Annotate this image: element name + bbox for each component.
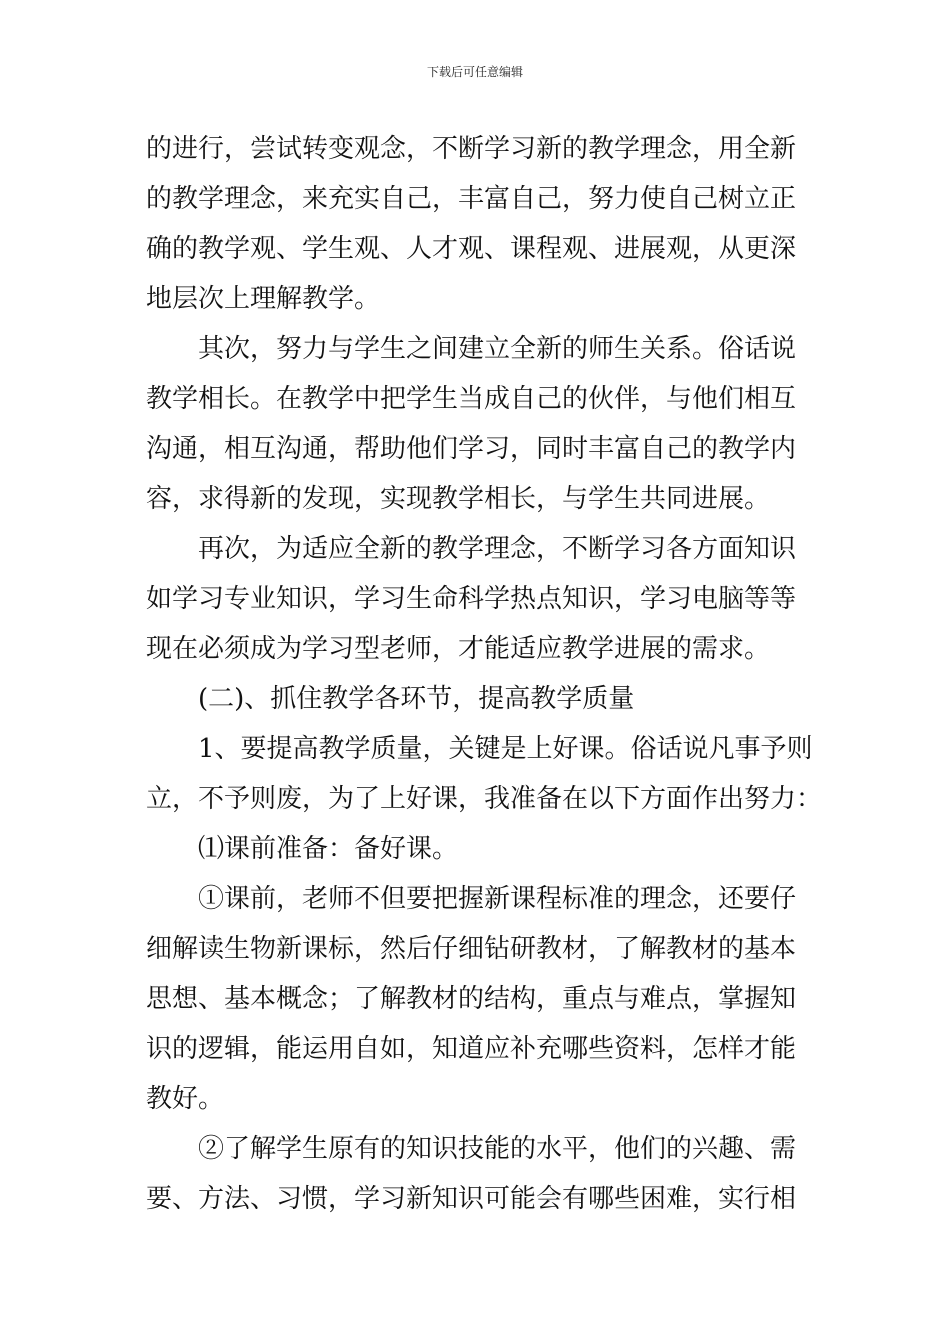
- paragraph-5: [146, 874, 806, 1124]
- text-line: 的教学理念，来充实自己，丰富自己，努力使自己树立正: [146, 184, 797, 214]
- text-line: ②了解学生原有的知识技能的水平，他们的兴趣、需: [198, 1134, 797, 1164]
- page-header: 下载后可任意编辑: [426, 65, 523, 79]
- document-body: [146, 124, 823, 1224]
- text-line: 思想、基本概念；了解教材的结构，重点与难点，掌握知: [146, 984, 797, 1014]
- text-line: 容，求得新的发现，实现教学相长，与学生共同进展。: [146, 484, 771, 514]
- text-line: 其次，努力与学生之间建立全新的师生关系。俗话说: [198, 334, 797, 364]
- section-heading: [146, 674, 806, 724]
- paragraph-2: [146, 324, 806, 524]
- text-line: ⑴课前准备：备好课。: [198, 834, 459, 864]
- text-line: 教好。: [146, 1084, 225, 1114]
- text-line: 要、方法、习惯，学习新知识可能会有哪些困难，实行相: [146, 1184, 797, 1214]
- text-line: 确的教学观、学生观、人才观、课程观、进展观，从更深: [146, 234, 797, 264]
- text-line: 地层次上理解教学。: [146, 284, 381, 314]
- text-line: 的进行，尝试转变观念，不断学习新的教学理念，用全新: [146, 134, 797, 164]
- text-line: 现在必须成为学习型老师，才能适应教学进展的需求。: [146, 634, 771, 664]
- text-line: 如学习专业知识，学习生命科学热点知识，学习电脑等等: [146, 584, 797, 614]
- paragraph-4: [146, 724, 823, 824]
- paragraph-1: [146, 124, 806, 324]
- text-line: 立，不予则废，为了上好课，我准备在以下方面作出努力：: [146, 784, 823, 814]
- text-line: 沟通，相互沟通，帮助他们学习，同时丰富自己的教学内: [146, 434, 797, 464]
- text-line: 1、要提高教学质量，关键是上好课。俗话说凡事予则: [198, 734, 813, 764]
- text-line: 识的逻辑，能运用自如，知道应补充哪些资料，怎样才能: [146, 1034, 797, 1064]
- text-line: ①课前，老师不但要把握新课程标准的理念，还要仔: [198, 884, 797, 914]
- text-line: 教学相长。在教学中把学生当成自己的伙伴，与他们相互: [146, 384, 797, 414]
- sub-heading: [146, 824, 806, 874]
- paragraph-6: [146, 1124, 806, 1224]
- text-line: (二)、抓住教学各环节，提高教学质量: [198, 684, 635, 714]
- text-line: 细解读生物新课标，然后仔细钻研教材，了解教材的基本: [146, 934, 797, 964]
- paragraph-3: [146, 524, 806, 674]
- text-line: 再次，为适应全新的教学理念，不断学习各方面知识: [198, 534, 797, 564]
